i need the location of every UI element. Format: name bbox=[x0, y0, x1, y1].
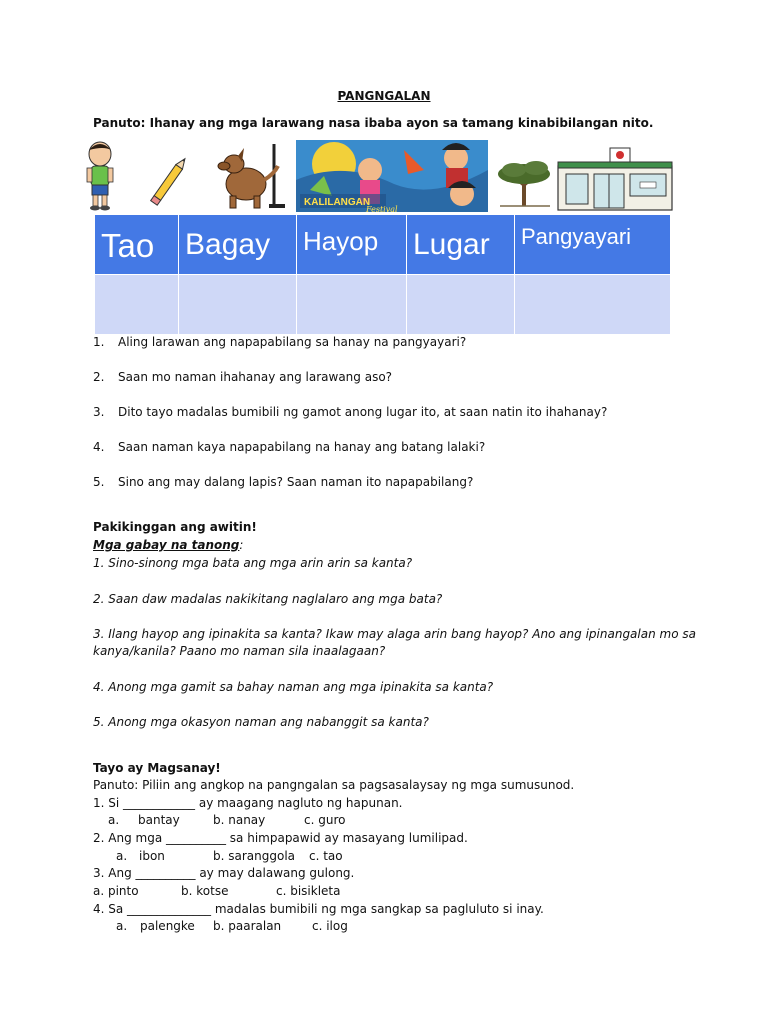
option-4c[interactable]: c. ilog bbox=[312, 919, 348, 933]
question-3: 3. Dito tayo madalas bumibili ng gamot anong lugar ito, at saan natin ito ihahanay? bbox=[93, 405, 608, 419]
boy-image bbox=[87, 142, 113, 211]
option-1a-letter: a. bbox=[108, 813, 120, 827]
category-header-tao: Tao bbox=[95, 215, 179, 275]
question-5: 5. Sino ang may dalang lapis? Saan naman ito napapabilang? bbox=[93, 475, 474, 489]
practice-question-3: 3. Ang __________ ay may dalawang gulong. bbox=[93, 866, 355, 880]
song-question-2: 2. Saan daw madalas nakikitang naglalaro ang mga bata? bbox=[93, 592, 443, 606]
festival-label: KALILANGAN bbox=[304, 197, 371, 208]
pencil-image bbox=[151, 156, 189, 205]
practice-instruction: Panuto: Piliin ang angkop na pangngalan sa pagsasalaysay ng mga sumusunod. bbox=[93, 778, 575, 792]
category-cell-pangyayari[interactable] bbox=[515, 275, 671, 335]
category-header-hayop: Hayop bbox=[297, 215, 407, 275]
festival-sublabel: Festival bbox=[366, 205, 398, 212]
practice-heading: Tayo ay Magsanay! bbox=[93, 761, 221, 775]
option-1a[interactable]: bantay bbox=[138, 813, 180, 827]
option-4a[interactable]: palengke bbox=[140, 919, 195, 933]
option-2b[interactable]: b. saranggola bbox=[213, 849, 296, 863]
guide-questions-label: Mga gabay na tanong: bbox=[93, 538, 244, 552]
instruction: Panuto: Ihanay ang mga larawang nasa ibaba ayon sa tamang kinabibilangan nito. bbox=[93, 116, 654, 130]
song-question-3: 3. Ilang hayop ang ipinakita sa kanta? Ikaw may alaga arin bang hayop? Ano ang ipinangalan mo sa bbox=[93, 627, 696, 641]
option-4a-letter: a. bbox=[116, 919, 128, 933]
practice-question-2: 2. Ang mga __________ sa himpapawid ay masayang lumilipad. bbox=[93, 831, 468, 845]
tree-image bbox=[498, 161, 550, 206]
question-4: 4. Saan naman kaya napapabilang na hanay ang batang lalaki? bbox=[93, 440, 486, 454]
dog-image bbox=[216, 140, 285, 212]
option-4b[interactable]: b. paaralan bbox=[213, 919, 282, 933]
option-2a[interactable]: ibon bbox=[139, 849, 165, 863]
category-header-lugar: Lugar bbox=[407, 215, 515, 275]
option-3c[interactable]: c. bisikleta bbox=[276, 884, 341, 898]
song-question-3-cont: kanya/kanila? Paano mo naman sila inaalagaan? bbox=[93, 644, 386, 658]
song-question-4: 4. Anong mga gamit sa bahay naman ang mga ipinakita sa kanta? bbox=[93, 680, 494, 694]
category-cell-bagay[interactable] bbox=[179, 275, 297, 335]
category-cell-tao[interactable] bbox=[95, 275, 179, 335]
practice-question-1: 1. Si ____________ ay maagang nagluto ng hapunan. bbox=[93, 796, 403, 810]
category-table bbox=[94, 214, 671, 335]
category-header-bagay: Bagay bbox=[179, 215, 297, 275]
song-heading: Pakikinggan ang awitin! bbox=[93, 520, 257, 534]
category-cell-lugar[interactable] bbox=[407, 275, 515, 335]
category-cell-hayop[interactable] bbox=[297, 275, 407, 335]
song-question-1: 1. Sino-sinong mga bata ang mga arin arin sa kanta? bbox=[93, 556, 413, 570]
option-3a[interactable]: a. pinto bbox=[93, 884, 139, 898]
question-1: 1. Aling larawan ang napapabilang sa hanay na pangyayari? bbox=[93, 335, 467, 349]
practice-question-4: 4. Sa ______________ madalas bumibili ng mga sangkap sa pagluluto si inay. bbox=[93, 902, 544, 916]
song-question-5: 5. Anong mga okasyon naman ang nabanggit sa kanta? bbox=[93, 715, 429, 729]
question-2: 2. Saan mo naman ihahanay ang larawang aso? bbox=[93, 370, 393, 384]
option-1b[interactable]: b. nanay bbox=[213, 813, 266, 827]
page-title: PANGNGALAN bbox=[337, 89, 431, 103]
festival-image bbox=[296, 140, 488, 212]
option-1c[interactable]: c. guro bbox=[304, 813, 346, 827]
building-image bbox=[558, 148, 672, 210]
option-3b[interactable]: b. kotse bbox=[181, 884, 229, 898]
picture-row bbox=[74, 140, 680, 212]
option-2a-letter: a. bbox=[116, 849, 128, 863]
option-2c[interactable]: c. tao bbox=[309, 849, 343, 863]
category-header-pangyayari: Pangyayari bbox=[515, 215, 671, 275]
